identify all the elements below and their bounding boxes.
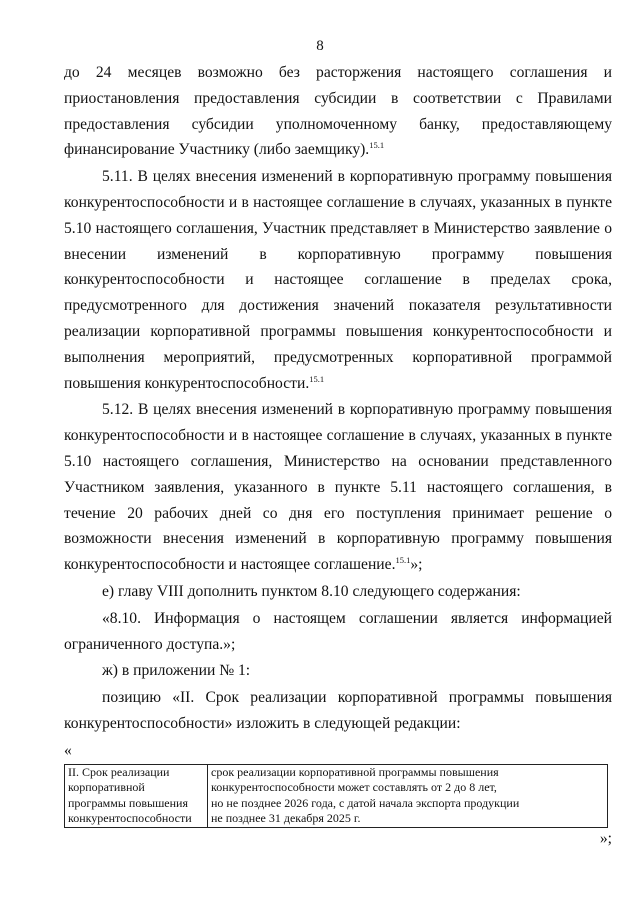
footnote-ref: 15.1 [395,554,411,565]
paragraph-5-12: 5.12. В целях внесения изменений в корпоративную программу повышения конкурентоспособности и в настоящее соглашение в случаях, указанных в пункте 5.10 настоящего соглашения, Министерство на основании представленного Участником заявления, указанного в пункте 5.11 настоящего соглашения, в течение 20 рабочих дней со дня его поступления принимает решение о возможности внесения изменений в корпоративную программу повышения конкурентоспособности и настоящее соглашение.$^{15.1}$»; [64,401,612,574]
quote-close-mark: »; [599,829,612,847]
quote-open-mark: « [64,741,72,759]
table-row [65,764,608,827]
footnote-ref: 15.1 [369,140,385,151]
table-cell-right: срок реализации корпоративной программы повышения конкурентоспособности может составлять от 2 до 8 лет, но не позднее 2026 года, с датой начала экспорта продукции не позднее 31 декабря 2025 г. [208,764,608,827]
document-body [64,60,612,850]
page-number: 8 [316,38,324,54]
paragraph-8-10: «8.10. Информация о настоящем соглашении является информацией ограниченного доступа.»; [64,609,612,653]
footnote-ref: 15.1 [309,373,325,384]
table-cell-left: II. Срок реализации корпоративной программы повышения конкурентоспособности [65,764,208,827]
paragraph-continuation: до 24 месяцев возможно без расторжения настоящего соглашения и приостановления предоставления субсидии в соответствии с Правилами предоставления субсидии уполномоченному банку, предоставляющему финансирование Участнику (либо заемщику).$^{15.1}$ [64,64,612,159]
paragraph-position: позицию «II. Срок реализации корпоративной программы повышения конкурентоспособности» изложить в следующей редакции: [64,689,612,732]
position-table [64,764,608,828]
paragraph-e: е) главу VIII дополнить пунктом 8.10 следующего содержания: [102,582,521,600]
paragraph-5-11: 5.11. В целях внесения изменений в корпоративную программу повышения конкурентоспособности и в настоящее соглашение в случаях, указанных в пункте 5.10 настоящего соглашения, Участник представляет в Министерство заявление о внесении изменений в корпоративную программу повышения конкурентоспособности и настоящее соглашение в пределах срока, предусмотренного для достижения значений показателя результативности реализации корпоративной программы повышения конкурентоспособности и выполнения мероприятий, предусмотренных корпоративной программой повышения конкурентоспособности.$^{15.1}$ [64,168,612,392]
paragraph-zh: ж) в приложении № 1: [102,662,251,680]
